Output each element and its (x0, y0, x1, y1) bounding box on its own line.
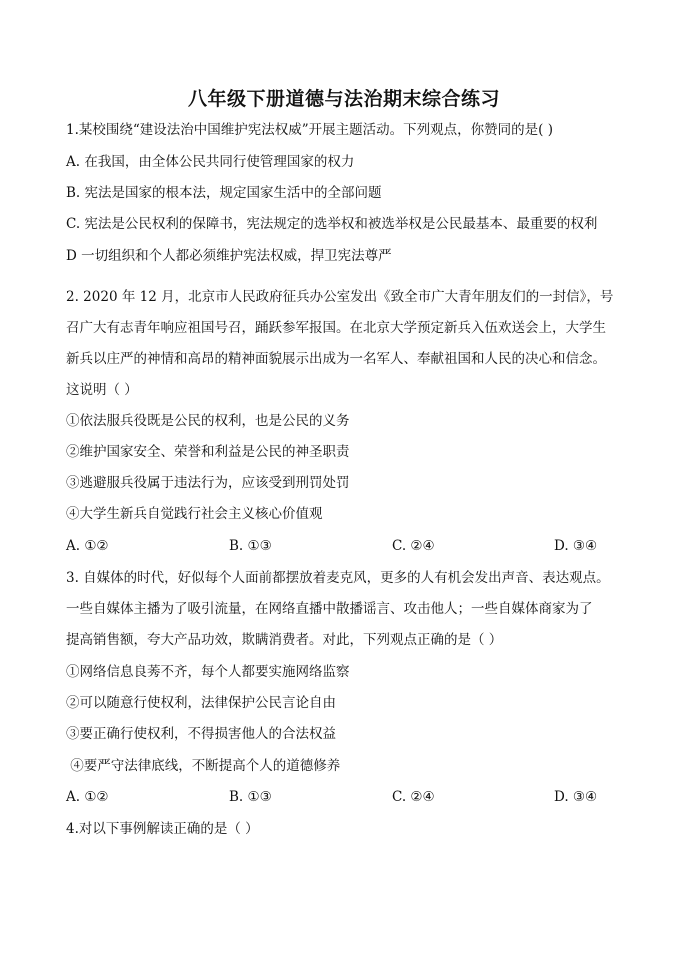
q3-choice-d: D. ③④ (554, 789, 598, 805)
q1-option-d: D 一切组织和个人都必须维护宪法权威，捍卫宪法尊严 (66, 248, 392, 264)
q2-line-3: 新兵以庄严的神情和高昂的精神面貌展示出成为一名军人、奉献祖国和人民的决心和信念。 (66, 351, 606, 367)
q2-line-1: 2. 2020 年 12 月，北京市人民政府征兵办公室发出《致全市广大青年朋友们的一封信》，号 (66, 289, 614, 305)
q2-choice-a: A. ①② (66, 538, 109, 554)
q3-choice-b: B. ①③ (229, 789, 272, 805)
q2-statement-2: ②维护国家安全、荣誉和利益是公民的神圣职责 (66, 444, 350, 460)
q3-line-2: 一些自媒体主播为了吸引流量，在网络直播中散播谣言、攻击他人；一些自媒体商家为了 (66, 601, 593, 617)
q4-stem: 4.对以下事例解读正确的是（ ） (66, 821, 259, 837)
q2-line-2: 召广大有志青年响应祖国号召，踊跃参军报国。在北京大学预定新兵入伍欢送会上，大学生 (66, 320, 606, 336)
page-title: 八年级下册道德与法治期末综合练习 (187, 88, 500, 110)
q3-choice-c: C. ②④ (392, 789, 435, 805)
q2-statement-3: ③逃避服兵役属于违法行为，应该受到刑罚处罚 (66, 475, 350, 491)
q3-line-1: 3. 自媒体的时代，好似每个人面前都摆放着麦克风，更多的人有机会发出声音、表达观点。 (66, 570, 610, 586)
q3-statement-3: ③要正确行使权利，不得损害他人的合法权益 (66, 726, 336, 742)
q2-choice-c: C. ②④ (392, 538, 435, 554)
q3-statement-4: ④要严守法律底线，不断提高个人的道德修养 (66, 758, 341, 774)
q2-line-4: 这说明（ ） (66, 382, 138, 398)
q1-option-c: C. 宪法是公民权利的保障书，宪法规定的选举权和被选举权是公民最基本、最重要的权利 (66, 216, 598, 232)
q3-line-3: 提高销售额，夸大产品功效，欺瞒消费者。对此，下列观点正确的是（ ） (66, 632, 503, 648)
q2-statement-4: ④大学生新兵自觉践行社会主义核心价值观 (66, 506, 323, 522)
q3-statement-2: ②可以随意行使权利，法律保护公民言论自由 (66, 695, 336, 711)
q3-statement-1: ①网络信息良莠不齐，每个人都要实施网络监察 (66, 664, 350, 680)
q1-option-b: B. 宪法是国家的根本法，规定国家生活中的全部问题 (66, 185, 382, 201)
q3-choices (66, 787, 626, 807)
q1-option-a: A. 在我国，由全体公民共同行使管理国家的权力 (66, 154, 355, 170)
q2-choice-b: B. ①③ (229, 538, 272, 554)
q2-choices (66, 536, 626, 556)
q3-choice-a: A. ①② (66, 789, 109, 805)
q2-statement-1: ①依法服兵役既是公民的权利，也是公民的义务 (66, 413, 350, 429)
q2-choice-d: D. ③④ (554, 538, 598, 554)
q1-stem: 1.某校围绕“建设法治中国维护宪法权威”开展主题活动。下列观点，你赞同的是( ) (66, 122, 554, 138)
